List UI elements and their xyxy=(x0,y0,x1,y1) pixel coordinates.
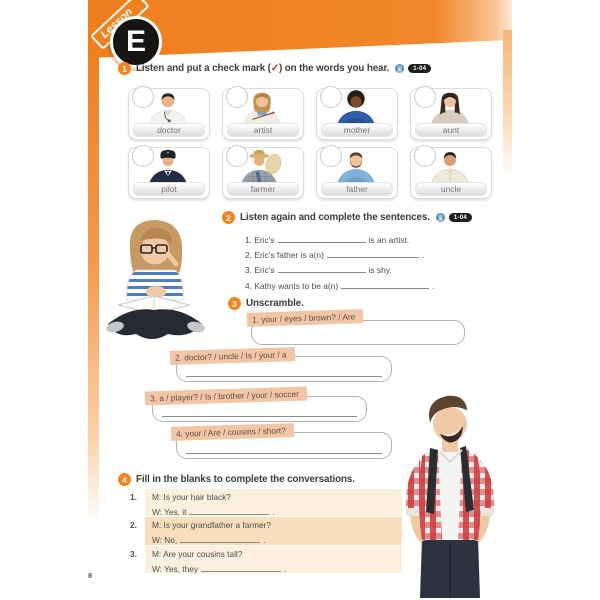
girl-reading-photo xyxy=(90,212,224,346)
sentence-1: 1. Eric's is an artist. xyxy=(245,235,410,245)
section1-header xyxy=(118,62,431,75)
conversation-3-w: W: Yes, they . xyxy=(152,563,287,574)
unscramble-item-2: 2. doctor? / uncle / Is / your / a xyxy=(170,347,295,365)
word-label: pilot xyxy=(133,182,205,196)
answer-blank xyxy=(341,280,429,289)
conversation-2-m: M: Is your grandfather a farmer? xyxy=(152,520,271,530)
conversation-1: 1. M: Is your hair black? W: Yes, it . xyxy=(130,489,402,516)
audio-icon xyxy=(394,63,406,74)
answer-blank xyxy=(201,563,281,572)
check-circle xyxy=(320,86,342,108)
word-card-artist xyxy=(222,88,304,140)
unscramble-item-1: 1. your / eyes / brown? / Are xyxy=(247,309,364,327)
section4-header xyxy=(118,473,355,486)
check-circle xyxy=(320,145,342,167)
check-circle xyxy=(226,145,248,167)
conversation-1-w: W: Yes, it . xyxy=(152,506,275,517)
conversation-3-box xyxy=(145,546,402,573)
check-mark-glyph: ✓ xyxy=(270,63,279,74)
section2-title: Listen again and complete the sentences. xyxy=(240,212,430,223)
word-label: aunt xyxy=(415,123,487,137)
section4-title: Fill in the blanks to complete the conversations. xyxy=(136,474,355,485)
workbook-page xyxy=(88,0,512,600)
section3-number: 3 xyxy=(228,297,241,310)
section2-header xyxy=(222,211,472,224)
unscramble-item-4: 4. your / Are / cousins / short? xyxy=(171,423,294,441)
section1-number: 1 xyxy=(118,62,131,75)
audio-badge-1 xyxy=(394,63,431,74)
section1-title: Listen and put a check mark (✓) on the words you hear. xyxy=(136,63,390,74)
check-circle xyxy=(132,145,154,167)
audio-badge-2 xyxy=(435,212,472,223)
lesson-letter: E xyxy=(125,25,146,58)
conversation-1-m: M: Is your hair black? xyxy=(152,492,231,502)
lesson-letter-badge xyxy=(110,16,162,68)
word-card-uncle xyxy=(410,147,492,199)
section3-header xyxy=(228,297,304,310)
check-circle xyxy=(414,86,436,108)
page-right-border xyxy=(503,30,512,180)
word-card-farmer xyxy=(222,147,304,199)
page-number: 8 xyxy=(88,571,93,580)
sentence-4: 4. Kathy wants to be a(n) . xyxy=(245,280,435,291)
answer-blank xyxy=(180,534,260,543)
conversation-3-m: M: Are your cousins tall? xyxy=(152,549,243,559)
audio-track-number: 1-04 xyxy=(408,64,431,73)
word-card-aunt xyxy=(410,88,492,140)
section3-title: Unscramble. xyxy=(246,298,304,309)
conversation-1-box xyxy=(145,489,402,516)
word-label: artist xyxy=(227,123,299,137)
boy-backpack-photo xyxy=(386,390,512,600)
word-label: farmer xyxy=(227,182,299,196)
section2-number: 2 xyxy=(222,211,235,224)
word-label: uncle xyxy=(415,182,487,196)
answer-blank xyxy=(278,264,366,273)
word-label: doctor xyxy=(133,123,205,137)
audio-icon xyxy=(435,212,447,223)
check-circle xyxy=(414,145,436,167)
sentence-3: 3. Eric's is shy. xyxy=(245,265,392,276)
unscramble-item-3: 3. a / player? / Is / brother / your / soccer xyxy=(145,386,307,405)
answer-blank xyxy=(189,506,269,515)
conversation-2-box xyxy=(145,517,402,545)
answer-blank xyxy=(278,234,366,243)
word-card-doctor xyxy=(128,88,210,140)
conversation-3: 3. M: Are your cousins tall? W: Yes, they . xyxy=(130,546,402,573)
check-circle xyxy=(132,86,154,108)
word-card-pilot xyxy=(128,147,210,199)
answer-blank xyxy=(327,249,419,258)
section4-number: 4 xyxy=(118,473,131,486)
audio-track-number: 1-04 xyxy=(449,213,472,222)
word-card-mother xyxy=(316,88,398,140)
check-circle xyxy=(226,86,248,108)
section2-sentences xyxy=(245,234,434,295)
word-card-father xyxy=(316,147,398,199)
word-label: mother xyxy=(321,123,393,137)
sentence-2: 2. Eric's father is a(n) . xyxy=(245,250,425,261)
word-label: father xyxy=(321,182,393,196)
conversation-2: 2. M: Is your grandfather a farmer? W: No, . xyxy=(130,517,402,545)
conversation-2-w: W: No, . xyxy=(152,534,266,545)
